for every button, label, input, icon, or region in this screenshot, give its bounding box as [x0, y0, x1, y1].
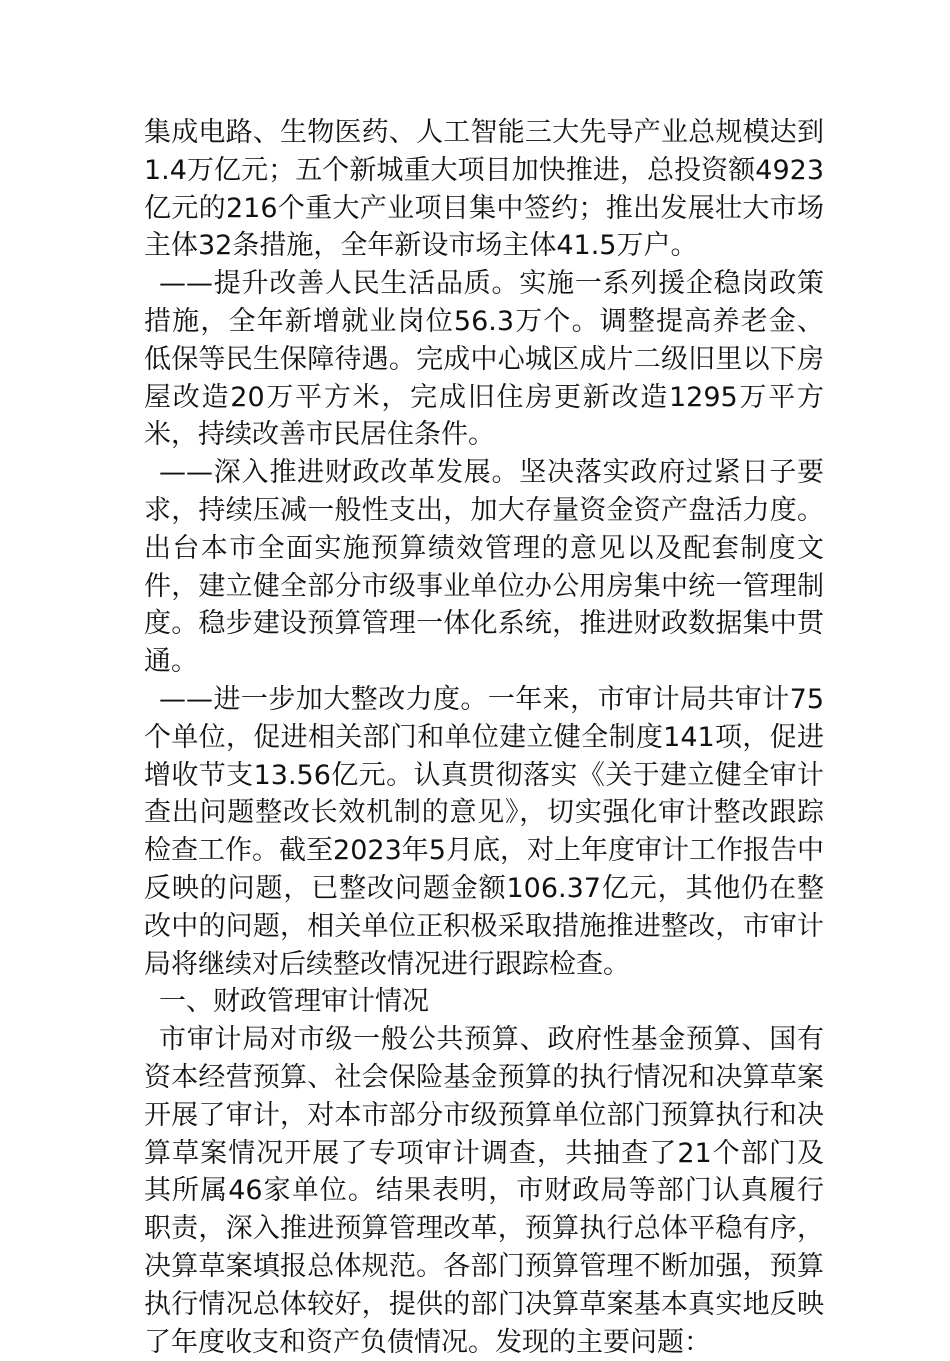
paragraph-audit-overview: 市审计局对市级一般公共预算、政府性基金预算、国有资本经营预算、社会保险基金预算的执行情况和决算草案开展了审计，对本市部分市级预算单位部门预算执行和决算草案情况开展了专项审计调查，共抽查了21个部门及其所属46家单位。结果表明，市财政局等部门认真履行职责，深入推进预算管理改革，预算执行总体平稳有序，决算草案填报总体规范。各部门预算管理不断加强，预算执行情况总体较好，提供的部门决算草案基本真实地反映了年度收支和资产负债情况。发现的主要问题：	[144, 1024, 824, 1358]
paragraph-livelihood: ——提升改善人民生活品质。实施一系列援企稳岗政策措施，全年新增就业岗位56.3万个。调整提高养老金、低保等民生保障待遇。完成中心城区成片二级旧里以下房屋改造20万平方米，完成旧住房更新改造1295万平方米，持续改善市民居住条件。	[144, 268, 824, 451]
paragraph-fiscal-reform: ——深入推进财政改革发展。坚决落实政府过紧日子要求，持续压减一般性支出，加大存量资金资产盘活力度。出台本市全面实施预算绩效管理的意见以及配套制度文件，建立健全部分市级事业单位办公用房集中统一管理制度。稳步建设预算管理一体化系统，推进财政数据集中贯通。	[144, 457, 824, 678]
paragraph-rectification: ——进一步加大整改力度。一年来，市审计局共审计75个单位，促进相关部门和单位建立健全制度141项，促进增收节支13.56亿元。认真贯彻落实《关于建立健全审计查出问题整改长效机制的意见》，切实强化审计整改跟踪检查工作。截至2023年5月底，对上年度审计工作报告中反映的问题，已整改问题金额106.37亿元，其他仍在整改中的问题，相关单位正积极采取措施推进整改，市审计局将继续对后续整改情况进行跟踪检查。	[144, 683, 824, 980]
section-heading: 一、财政管理审计情况	[159, 986, 429, 1018]
document-body	[144, 114, 824, 1361]
paragraph-industry: 集成电路、生物医药、人工智能三大先导产业总规模达到1.4万亿元；五个新城重大项目加快推进，总投资额4923亿元的216个重大产业项目集中签约；推出发展壮大市场主体32条措施，全年新设市场主体41.5万户。	[144, 117, 824, 262]
